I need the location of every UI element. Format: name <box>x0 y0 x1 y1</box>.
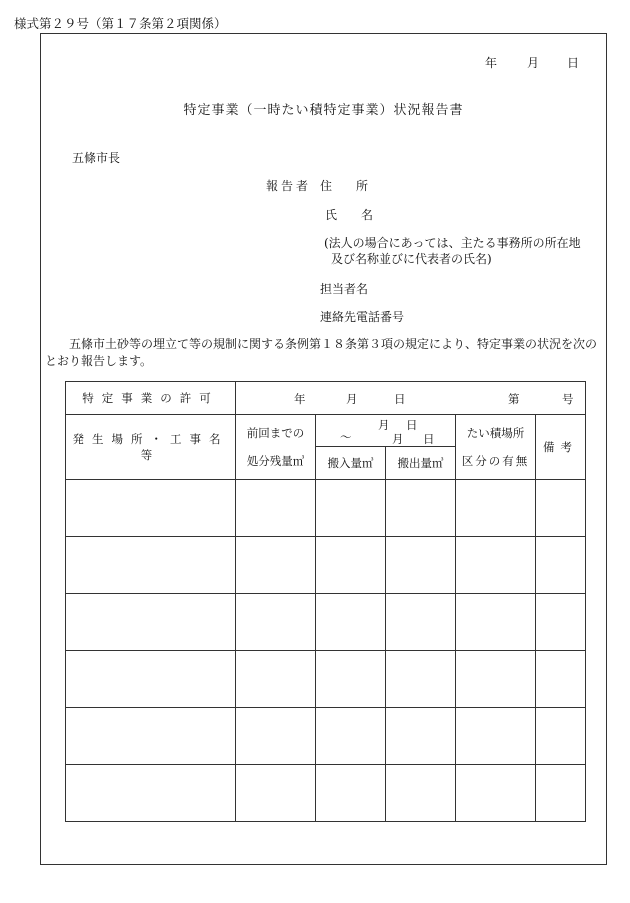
table-row <box>66 594 586 651</box>
table-cell[interactable] <box>236 537 316 594</box>
table-cell[interactable] <box>536 651 586 708</box>
table-cell[interactable] <box>316 708 386 765</box>
storage-site-top: たい積場所 <box>466 426 525 440</box>
table-cell[interactable] <box>456 594 536 651</box>
table-cell[interactable] <box>66 765 236 822</box>
storage-site-bottom: 区分の有無 <box>461 454 530 468</box>
table-cell[interactable] <box>66 651 236 708</box>
table-cell[interactable] <box>316 537 386 594</box>
form-number: 様式第２９号（第１７条第２項関係） <box>14 16 227 31</box>
table-cell[interactable] <box>386 594 456 651</box>
table-cell[interactable] <box>536 480 586 537</box>
name-label: 氏 名 <box>325 208 374 222</box>
table-cell[interactable] <box>236 765 316 822</box>
permit-row <box>66 382 586 415</box>
address-label: 住 所 <box>320 179 369 193</box>
table-cell[interactable] <box>536 594 586 651</box>
table-cell[interactable] <box>236 594 316 651</box>
table-cell[interactable] <box>66 594 236 651</box>
previous-remaining-top: 前回までの <box>246 426 305 440</box>
period-header <box>316 415 456 480</box>
table-cell[interactable] <box>536 708 586 765</box>
remarks-header: 備考 <box>536 415 586 480</box>
period-start-day: 日 <box>406 418 418 432</box>
table-cell[interactable] <box>386 480 456 537</box>
table-cell[interactable] <box>386 708 456 765</box>
table-cell[interactable] <box>316 651 386 708</box>
permit-month-label: 月 <box>346 392 358 406</box>
table-row <box>66 765 586 822</box>
carried-out-header: 搬出量㎥ <box>385 447 455 479</box>
table-cell[interactable] <box>66 708 236 765</box>
table-row <box>66 708 586 765</box>
table-row <box>66 651 586 708</box>
permit-label: 特定事業の許可 <box>66 382 236 415</box>
permit-year-label: 年 <box>294 392 306 406</box>
table-cell[interactable] <box>236 651 316 708</box>
document-title: 特定事業（一時たい積特定事業）状況報告書 <box>183 103 464 118</box>
table-cell[interactable] <box>456 537 536 594</box>
table-cell[interactable] <box>316 765 386 822</box>
permit-number-suffix: 号 <box>562 392 574 406</box>
table-cell[interactable] <box>456 480 536 537</box>
period-end-month: 月 <box>392 432 404 446</box>
date-year-label: 年 <box>484 56 497 70</box>
table-row <box>66 537 586 594</box>
reporter-label: 報告者 <box>266 179 312 193</box>
table-cell[interactable] <box>316 594 386 651</box>
table-cell[interactable] <box>456 765 536 822</box>
table-cell[interactable] <box>386 537 456 594</box>
staff-name-label: 担当者名 <box>320 282 369 296</box>
report-date <box>485 54 579 71</box>
permit-value-cell[interactable] <box>236 382 586 415</box>
corporate-note-line1: (法人の場合にあっては、主たる事務所の所在地 <box>324 236 581 250</box>
date-month-label: 月 <box>526 56 539 70</box>
table-cell[interactable] <box>66 480 236 537</box>
table-cell[interactable] <box>236 480 316 537</box>
period-start-month: 月 <box>378 418 390 432</box>
addressee: 五條市長 <box>72 151 121 165</box>
table-cell[interactable] <box>66 537 236 594</box>
table-cell[interactable] <box>316 480 386 537</box>
table-cell[interactable] <box>536 765 586 822</box>
table-cell[interactable] <box>386 765 456 822</box>
period-end-day: 日 <box>423 432 435 446</box>
table-cell[interactable] <box>386 651 456 708</box>
report-statement: 五條市土砂等の埋立て等の規制に関する条例第１８条第３項の規定により、特定事業の状況を次のとおり報告します。 <box>45 337 598 368</box>
corporate-note-line2: 及び名称並びに代表者の氏名) <box>331 252 492 266</box>
date-day-label: 日 <box>566 56 579 70</box>
storage-site-header <box>456 415 536 480</box>
previous-remaining-bottom: 処分残量㎥ <box>246 454 305 468</box>
table-cell[interactable] <box>456 651 536 708</box>
form-frame <box>40 33 607 865</box>
permit-day-label: 日 <box>394 392 406 406</box>
permit-number-prefix: 第 <box>508 392 520 406</box>
previous-remaining-header <box>236 415 316 480</box>
site-name-header: 発生場所・工事名等 <box>66 415 236 480</box>
table-cell[interactable] <box>236 708 316 765</box>
phone-label: 連絡先電話番号 <box>320 310 405 324</box>
table-cell[interactable] <box>456 708 536 765</box>
table-row <box>66 480 586 537</box>
carried-in-header: 搬入量㎥ <box>327 456 374 470</box>
table-cell[interactable] <box>536 537 586 594</box>
status-report-table <box>65 381 586 822</box>
period-tilde: ～ <box>340 430 352 444</box>
